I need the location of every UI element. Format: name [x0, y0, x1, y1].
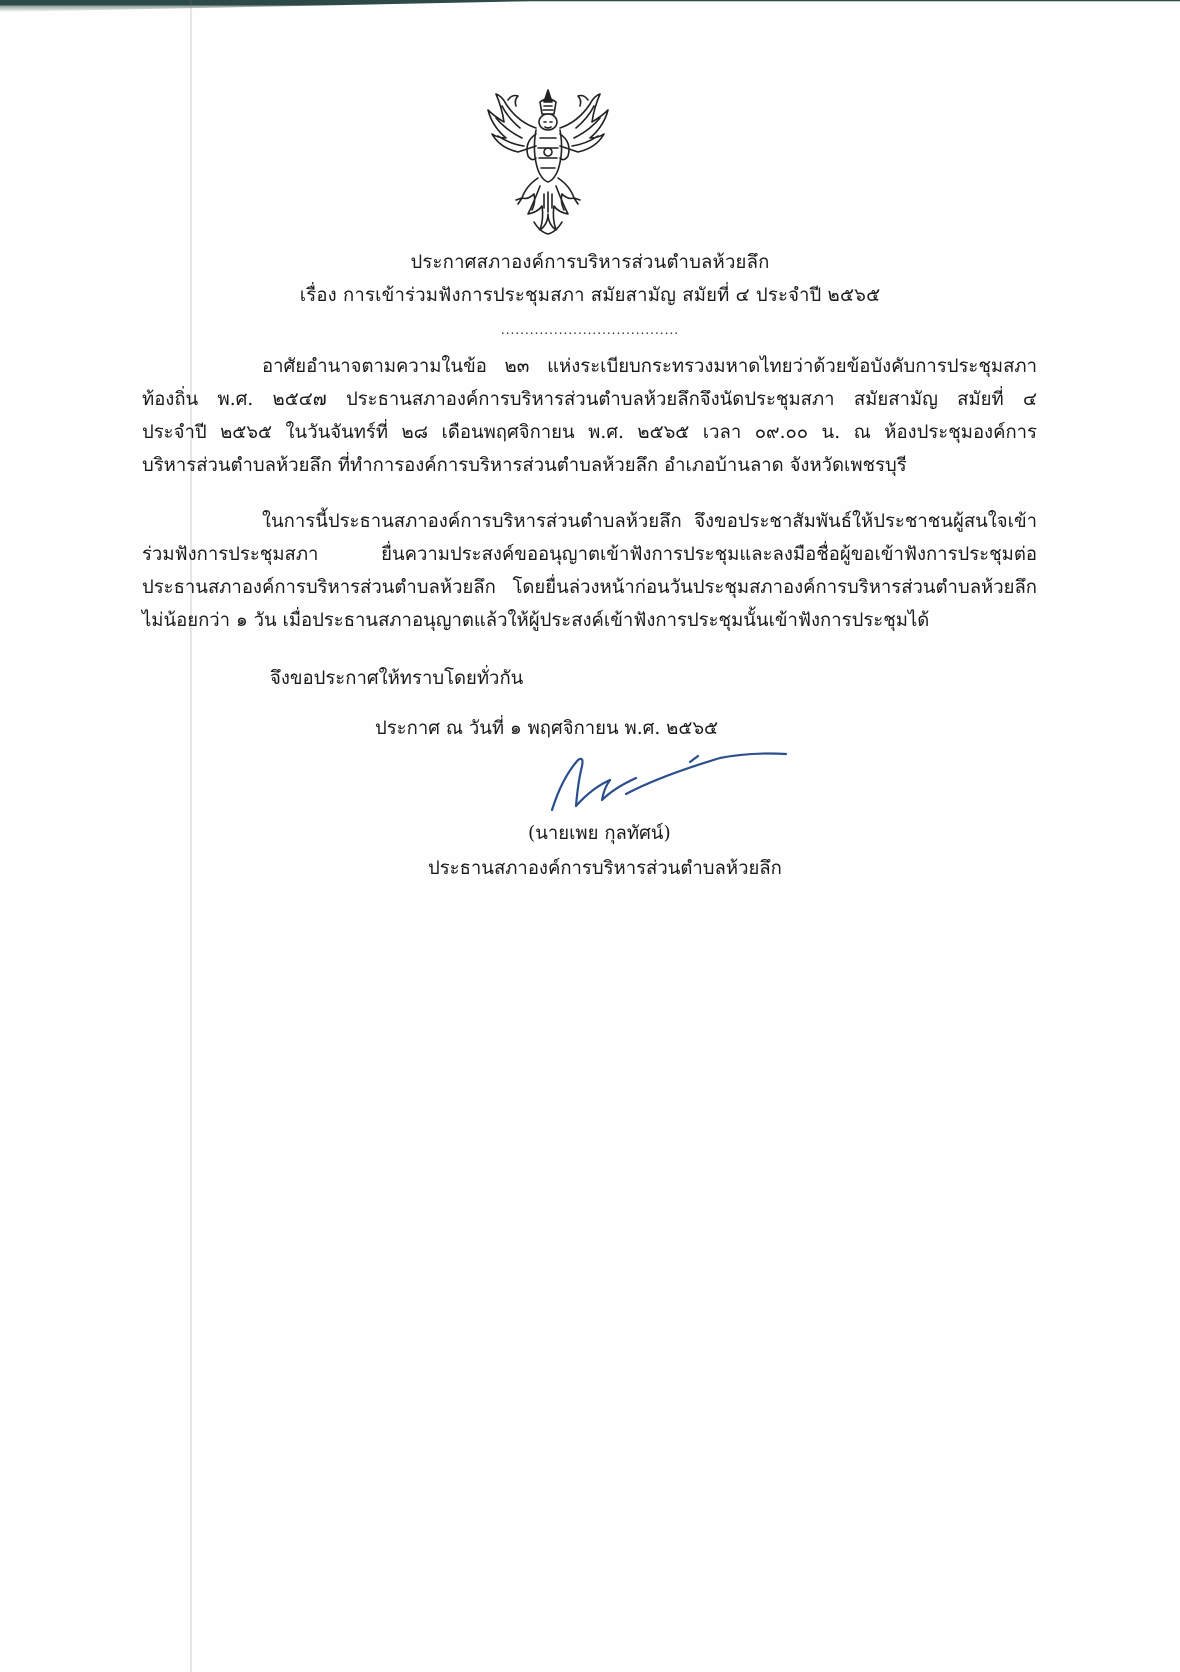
signer-position: ประธานสภาองค์การบริหารส่วนตำบลห้วยลึก	[428, 858, 782, 879]
announcement-title: ประกาศสภาองค์การบริหารส่วนตำบลห้วยลึก	[410, 252, 770, 273]
paragraph1-line4: บริหารส่วนตำบลห้วยลึก ที่ทำการองค์การบริหารส่วนตำบลห้วยลึก อำเภอบ้านลาด จังหวัดเพชรบุรี	[142, 455, 907, 476]
paragraph1-line1: อาศัยอำนาจตามความในข้อ ๒๓ แห่งระเบียบกระทรวงมหาดไทยว่าด้วยข้อบังคับการประชุมสภา	[262, 356, 1037, 377]
paragraph1-line3: ประจำปี ๒๕๖๕ ในวันจันทร์ที่ ๒๘ เดือนพฤศจิกายน พ.ศ. ๒๕๖๕ เวลา ๐๙.๐๐ น. ณ ห้องประชุมองค์การ	[142, 422, 1037, 443]
paragraph2-line4: ไม่น้อยกว่า ๑ วัน เมื่อประธานสภาอนุญาตแล้วให้ผู้ประสงค์เข้าฟังการประชุมนั้นเข้าฟังการประชุมได้	[142, 610, 930, 631]
announcement-date: ประกาศ ณ วันที่ ๑ พฤศจิกายน พ.ศ. ๒๕๖๕	[375, 718, 719, 739]
garuda-emblem-icon	[478, 82, 618, 242]
signature-mark	[540, 748, 790, 818]
scan-edge-artifact	[0, 0, 1180, 12]
closing-statement: จึงขอประกาศให้ทราบโดยทั่วกัน	[270, 668, 524, 689]
separator-dots: .....................................	[500, 323, 680, 337]
paragraph2-line1: ในการนี้ประธานสภาองค์การบริหารส่วนตำบลห้วยลึก จึงขอประชาสัมพันธ์ให้ประชาชนผู้สนใจเข้า	[262, 511, 1037, 532]
paragraph2-line2: ร่วมฟังการประชุมสภา ยื่นความประสงค์ขออนุญาตเข้าฟังการประชุมและลงมือชื่อผู้ขอเข้าฟังการประชุมต่อ	[142, 544, 1037, 565]
paragraph2-line3: ประธานสภาองค์การบริหารส่วนตำบลห้วยลึก โดยยื่นล่วงหน้าก่อนวันประชุมสภาองค์การบริหารส่วนตำบลห้วยลึก	[142, 577, 1037, 598]
paragraph1-line2: ท้องถิ่น พ.ศ. ๒๕๔๗ ประธานสภาองค์การบริหารส่วนตำบลห้วยลึกจึงนัดประชุมสภา สมัยสามัญ สมัยที่ ๔	[142, 389, 1037, 410]
announcement-subject: เรื่อง การเข้าร่วมฟังการประชุมสภา สมัยสามัญ สมัยที่ ๔ ประจำปี ๒๕๖๕	[299, 285, 881, 306]
signer-name: (นายเพย กุลทัศน์)	[528, 823, 671, 844]
